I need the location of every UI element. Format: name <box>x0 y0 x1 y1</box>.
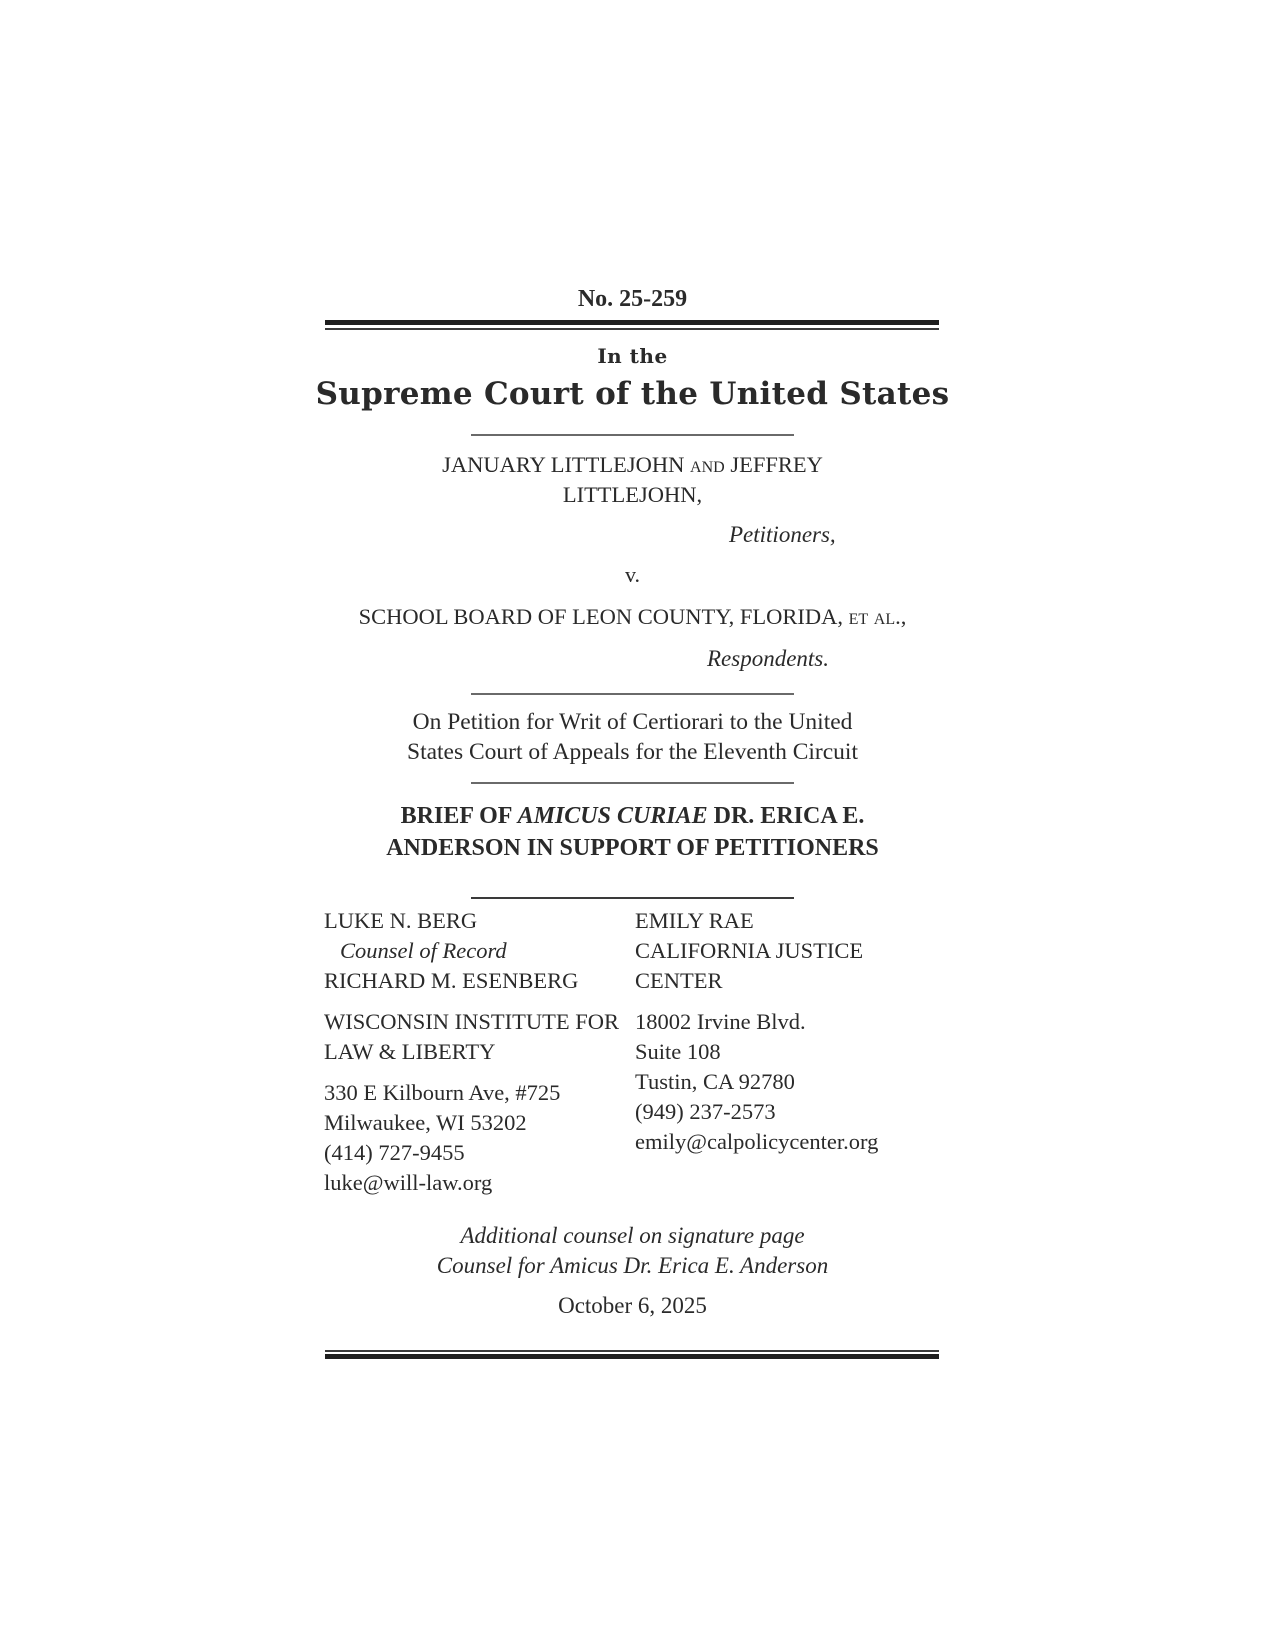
counsel-right-address-2: Suite 108 <box>635 1039 721 1064</box>
divider-rule-4 <box>471 897 794 899</box>
counsel-left-name-2: RICHARD M. ESENBERG <box>324 968 579 993</box>
counsel-left-address-1: 330 E Kilbourn Ave, #725 <box>324 1080 561 1105</box>
counsel-right-email[interactable]: emily@calpolicycenter.org <box>635 1129 879 1154</box>
brief-title-line-2: ANDERSON IN SUPPORT OF PETITIONERS <box>386 835 879 861</box>
divider-rule-1 <box>471 434 794 436</box>
counsel-left-org-2: LAW & LIBERTY <box>324 1039 496 1064</box>
counsel-for-note: Counsel for Amicus Dr. Erica E. Anderson <box>436 1253 829 1278</box>
petitioners-label: Petitioners, <box>729 522 836 547</box>
counsel-right-org-2: CENTER <box>635 968 723 993</box>
respondents-name: SCHOOL BOARD OF LEON COUNTY, FLORIDA, et al., <box>358 604 907 629</box>
versus: v. <box>624 562 641 587</box>
counsel-left-phone: (414) 727-9455 <box>324 1140 465 1165</box>
top-thick-rule <box>325 320 939 325</box>
petition-line-2: States Court of Appeals for the Eleventh Circuit <box>407 739 858 765</box>
counsel-left <box>324 906 619 1198</box>
counsel-left-name-1: LUKE N. BERG <box>324 908 478 933</box>
counsel-left-email[interactable]: luke@will-law.org <box>324 1170 493 1195</box>
brief-title <box>0 800 1265 864</box>
petitioners-names <box>0 450 1265 510</box>
counsel-right-address-3: Tustin, CA 92780 <box>635 1069 795 1094</box>
top-thin-rule <box>325 328 939 330</box>
divider-rule-2 <box>471 693 794 695</box>
petitioners-line-2: LITTLEJOHN, <box>562 482 703 507</box>
petition-description <box>0 707 1265 767</box>
brief-title-line-1: BRIEF OF AMICUS CURIAE DR. ERICA E. <box>400 803 865 829</box>
counsel-left-address-2: Milwaukee, WI 53202 <box>324 1110 527 1135</box>
petition-line-1: On Petition for Writ of Certiorari to the United <box>412 709 853 735</box>
counsel-left-org-1: WISCONSIN INSTITUTE FOR <box>324 1009 619 1034</box>
counsel-right-phone: (949) 237-2573 <box>635 1099 776 1124</box>
court-intro: In the <box>597 344 668 368</box>
counsel-right-name-1: EMILY RAE <box>635 908 754 933</box>
court-name: Supreme Court of the United States <box>315 376 950 412</box>
bottom-thick-rule <box>325 1354 939 1359</box>
additional-counsel-note: Additional counsel on signature page <box>460 1223 805 1248</box>
filing-date: October 6, 2025 <box>558 1293 707 1318</box>
petitioners-line-1: JANUARY LITTLEJOHN and JEFFREY <box>442 452 823 477</box>
docket-number: No. 25-259 <box>577 286 688 312</box>
counsel-right-org-1: CALIFORNIA JUSTICE <box>635 938 864 963</box>
footer-notes <box>0 1221 1265 1281</box>
counsel-right-address-1: 18002 Irvine Blvd. <box>635 1009 806 1034</box>
respondents-label: Respondents. <box>707 646 830 671</box>
counsel-of-record: Counsel of Record <box>340 938 507 963</box>
bottom-thin-rule <box>325 1350 939 1352</box>
counsel-right <box>635 906 878 1157</box>
divider-rule-3 <box>471 782 794 784</box>
